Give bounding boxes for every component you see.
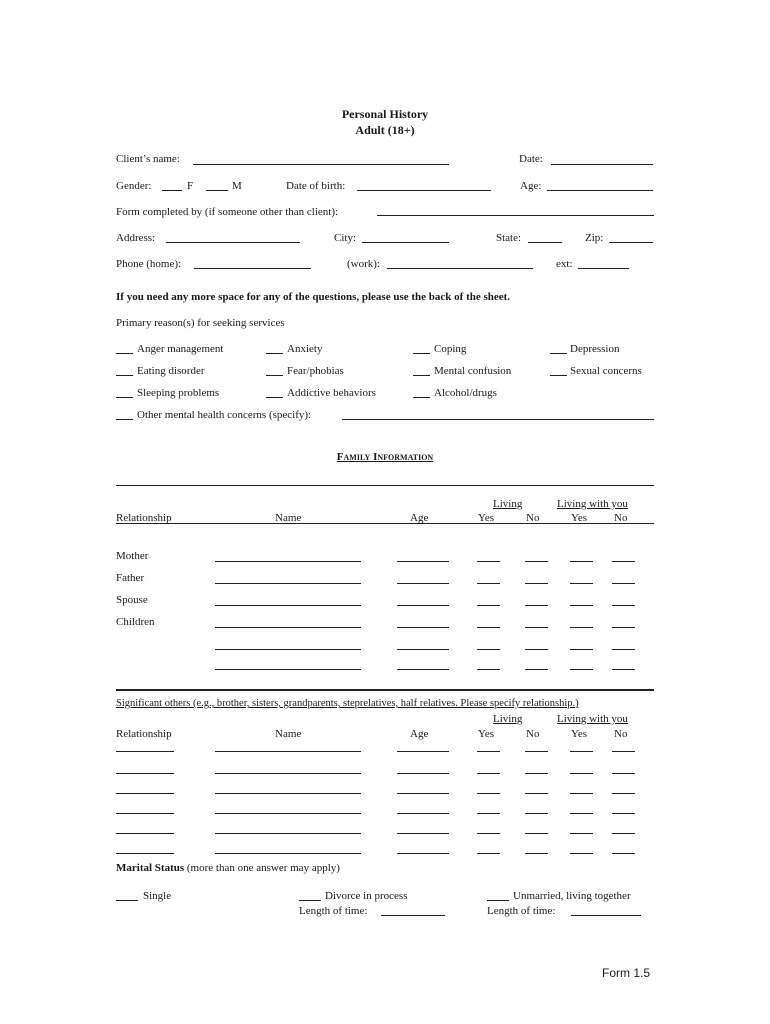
age-label: Age: <box>520 180 542 192</box>
with-you-no-field[interactable] <box>612 627 635 628</box>
dob-field[interactable] <box>357 190 491 191</box>
living-no-field[interactable] <box>525 773 548 774</box>
age-field[interactable] <box>397 605 449 606</box>
divorce-checkbox[interactable] <box>299 900 321 901</box>
phone-work-field[interactable] <box>387 268 533 269</box>
reason-checkbox[interactable] <box>116 419 133 420</box>
with-you-yes-field[interactable] <box>570 853 593 854</box>
divider <box>116 689 654 691</box>
reason-checkbox[interactable] <box>116 375 133 376</box>
address-field[interactable] <box>166 242 300 243</box>
phone-home-label: Phone (home): <box>116 258 182 270</box>
age-field[interactable] <box>397 561 449 562</box>
with-you-yes-field[interactable] <box>570 669 593 670</box>
reason-anxiety: Anxiety <box>287 343 323 355</box>
name-field[interactable] <box>215 773 361 774</box>
relationship-field[interactable] <box>116 773 174 774</box>
sig-with-you-yes-header: Yes <box>571 728 588 740</box>
reason-addictive: Addictive behaviors <box>287 387 376 399</box>
completed-by-label: Form completed by (if someone other than client): <box>116 206 339 218</box>
with-you-yes-field[interactable] <box>570 627 593 628</box>
divorce-length-field[interactable] <box>381 915 445 916</box>
member-spouse: Spouse <box>116 594 148 606</box>
reason-checkbox[interactable] <box>413 353 430 354</box>
name-field[interactable] <box>215 561 361 562</box>
ext-label: ext: <box>556 258 573 270</box>
marital-note: (more than one answer may apply) <box>186 862 340 874</box>
name-field[interactable] <box>215 793 361 794</box>
unmarried-length-label: Length of time: <box>487 905 556 917</box>
divider <box>116 485 654 486</box>
living-yes-field[interactable] <box>477 751 500 752</box>
living-yes-field[interactable] <box>477 833 500 834</box>
with-you-yes-field[interactable] <box>570 583 593 584</box>
with-you-no-header: No <box>614 512 628 524</box>
reason-checkbox[interactable] <box>550 375 567 376</box>
name-header: Name <box>275 512 302 524</box>
space-note: If you need any more space for any of the questions, please use the back of the sheet. <box>116 291 511 303</box>
sig-name-header: Name <box>275 728 302 740</box>
living-yes-field[interactable] <box>477 583 500 584</box>
relationship-field[interactable] <box>116 793 174 794</box>
name-field[interactable] <box>215 583 361 584</box>
with-you-no-field[interactable] <box>612 813 635 814</box>
marital-status <box>116 862 340 874</box>
living-with-you-header: Living with you <box>557 498 628 510</box>
sig-living-header: Living <box>493 713 523 725</box>
reason-sexual: Sexual concerns <box>570 365 642 377</box>
age-field[interactable] <box>397 853 449 854</box>
sig-age-header: Age <box>410 728 429 740</box>
unmarried-length-field[interactable] <box>571 915 641 916</box>
reason-checkbox[interactable] <box>116 353 133 354</box>
name-field[interactable] <box>215 833 361 834</box>
phone-home-field[interactable] <box>194 268 311 269</box>
age-field[interactable] <box>397 751 449 752</box>
name-field[interactable] <box>215 649 361 650</box>
sig-living-no-header: No <box>526 728 540 740</box>
other-concerns-label: Other mental health concerns (specify): <box>137 409 312 421</box>
significant-others-label: Significant others (e.g., brother, sisters, grandparents, steprelatives, half relatives. Please specify relationship.) <box>116 698 579 709</box>
living-no-field[interactable] <box>525 649 548 650</box>
gender-f-field[interactable] <box>162 190 182 191</box>
date-label: Date: <box>519 153 543 165</box>
relationship-header: Relationship <box>116 512 172 524</box>
with-you-no-field[interactable] <box>612 833 635 834</box>
age-field[interactable] <box>397 833 449 834</box>
with-you-yes-header: Yes <box>571 512 588 524</box>
member-children: Children <box>116 616 155 628</box>
page-title: Personal History <box>341 107 429 121</box>
reason-checkbox[interactable] <box>550 353 567 354</box>
with-you-no-field[interactable] <box>612 561 635 562</box>
name-field[interactable] <box>215 627 361 628</box>
with-you-no-field[interactable] <box>612 583 635 584</box>
zip-label: Zip: <box>585 232 604 244</box>
living-yes-field[interactable] <box>477 649 500 650</box>
single-checkbox[interactable] <box>116 900 138 901</box>
living-no-field[interactable] <box>525 793 548 794</box>
marital-label: Marital Status <box>116 862 185 874</box>
living-no-field[interactable] <box>525 561 548 562</box>
gender-m-label: M <box>232 180 242 192</box>
reason-checkbox[interactable] <box>413 375 430 376</box>
phone-work-label: (work): <box>347 258 380 270</box>
living-header: Living <box>493 498 523 510</box>
living-no-field[interactable] <box>525 627 548 628</box>
page-subtitle: Adult (18+) <box>355 123 415 137</box>
age-field[interactable] <box>397 669 449 670</box>
reason-eating: Eating disorder <box>137 365 205 377</box>
living-yes-field[interactable] <box>477 773 500 774</box>
living-no-field[interactable] <box>525 583 548 584</box>
reason-alcohol: Alcohol/drugs <box>434 387 497 399</box>
living-no-header: No <box>526 512 540 524</box>
with-you-no-field[interactable] <box>612 649 635 650</box>
sig-living-yes-header: Yes <box>478 728 495 740</box>
age-field[interactable] <box>397 793 449 794</box>
age-field[interactable] <box>397 773 449 774</box>
city-label: City: <box>334 232 357 244</box>
form-number: Form 1.5 <box>602 966 651 980</box>
living-no-field[interactable] <box>525 833 548 834</box>
relationship-field[interactable] <box>116 751 174 752</box>
living-yes-field[interactable] <box>477 627 500 628</box>
reason-checkbox[interactable] <box>116 397 133 398</box>
with-you-no-field[interactable] <box>612 669 635 670</box>
ext-field[interactable] <box>578 268 629 269</box>
with-you-yes-field[interactable] <box>570 813 593 814</box>
with-you-no-field[interactable] <box>612 751 635 752</box>
state-label: State: <box>496 232 522 244</box>
member-mother: Mother <box>116 550 149 562</box>
sig-with-you-no-header: No <box>614 728 628 740</box>
name-field[interactable] <box>215 669 361 670</box>
unmarried-checkbox[interactable] <box>487 900 509 901</box>
reason-checkbox[interactable] <box>266 353 283 354</box>
living-yes-field[interactable] <box>477 561 500 562</box>
client-name-field[interactable] <box>193 164 449 165</box>
client-name-label: Client’s name: <box>116 153 180 165</box>
living-no-field[interactable] <box>525 853 548 854</box>
city-field[interactable] <box>362 242 449 243</box>
living-yes-field[interactable] <box>477 813 500 814</box>
completed-by-field[interactable] <box>377 215 654 216</box>
living-no-field[interactable] <box>525 813 548 814</box>
address-label: Address: <box>116 232 156 244</box>
primary-reason-label: Primary reason(s) for seeking services <box>116 317 285 329</box>
single-label: Single <box>143 890 172 902</box>
age-field[interactable] <box>397 583 449 584</box>
reason-depression: Depression <box>570 343 620 355</box>
age-field[interactable] <box>547 190 653 191</box>
reason-confusion: Mental confusion <box>434 365 512 377</box>
age-field[interactable] <box>397 627 449 628</box>
reason-fear: Fear/phobias <box>287 365 344 377</box>
relationship-field[interactable] <box>116 833 174 834</box>
living-yes-field[interactable] <box>477 605 500 606</box>
reason-anger: Anger management <box>137 343 224 355</box>
with-you-yes-field[interactable] <box>570 561 593 562</box>
relationship-field[interactable] <box>116 813 174 814</box>
reason-checkbox[interactable] <box>266 397 283 398</box>
name-field[interactable] <box>215 813 361 814</box>
living-yes-header: Yes <box>478 512 495 524</box>
with-you-no-field[interactable] <box>612 773 635 774</box>
sig-living-with-you-header: Living with you <box>557 713 628 725</box>
living-yes-field[interactable] <box>477 853 500 854</box>
unmarried-label: Unmarried, living together <box>513 890 631 902</box>
with-you-yes-field[interactable] <box>570 773 593 774</box>
with-you-yes-field[interactable] <box>570 833 593 834</box>
divorce-length-label: Length of time: <box>299 905 368 917</box>
dob-label: Date of birth: <box>286 180 346 192</box>
name-field[interactable] <box>215 853 361 854</box>
reason-checkbox[interactable] <box>266 375 283 376</box>
date-field[interactable] <box>551 164 653 165</box>
gender-m-field[interactable] <box>206 190 228 191</box>
living-no-field[interactable] <box>525 751 548 752</box>
living-no-field[interactable] <box>525 605 548 606</box>
living-no-field[interactable] <box>525 669 548 670</box>
with-you-yes-field[interactable] <box>570 793 593 794</box>
age-field[interactable] <box>397 649 449 650</box>
reason-coping: Coping <box>434 343 467 355</box>
relationship-field[interactable] <box>116 853 174 854</box>
with-you-yes-field[interactable] <box>570 649 593 650</box>
name-field[interactable] <box>215 751 361 752</box>
gender-f-label: F <box>187 180 194 192</box>
with-you-no-field[interactable] <box>612 853 635 854</box>
state-field[interactable] <box>528 242 562 243</box>
family-heading: Family Information <box>336 451 434 463</box>
with-you-no-field[interactable] <box>612 793 635 794</box>
sig-relationship-header: Relationship <box>116 728 172 740</box>
age-field[interactable] <box>397 813 449 814</box>
with-you-no-field[interactable] <box>612 605 635 606</box>
reason-checkbox[interactable] <box>413 397 430 398</box>
age-header: Age <box>410 512 429 524</box>
gender-label: Gender: <box>116 180 152 192</box>
other-concerns-field[interactable] <box>342 419 654 420</box>
zip-field[interactable] <box>609 242 653 243</box>
member-father: Father <box>116 572 145 584</box>
divorce-label: Divorce in process <box>325 890 408 902</box>
with-you-yes-field[interactable] <box>570 605 593 606</box>
name-field[interactable] <box>215 605 361 606</box>
with-you-yes-field[interactable] <box>570 751 593 752</box>
living-yes-field[interactable] <box>477 669 500 670</box>
reason-sleeping: Sleeping problems <box>137 387 220 399</box>
living-yes-field[interactable] <box>477 793 500 794</box>
